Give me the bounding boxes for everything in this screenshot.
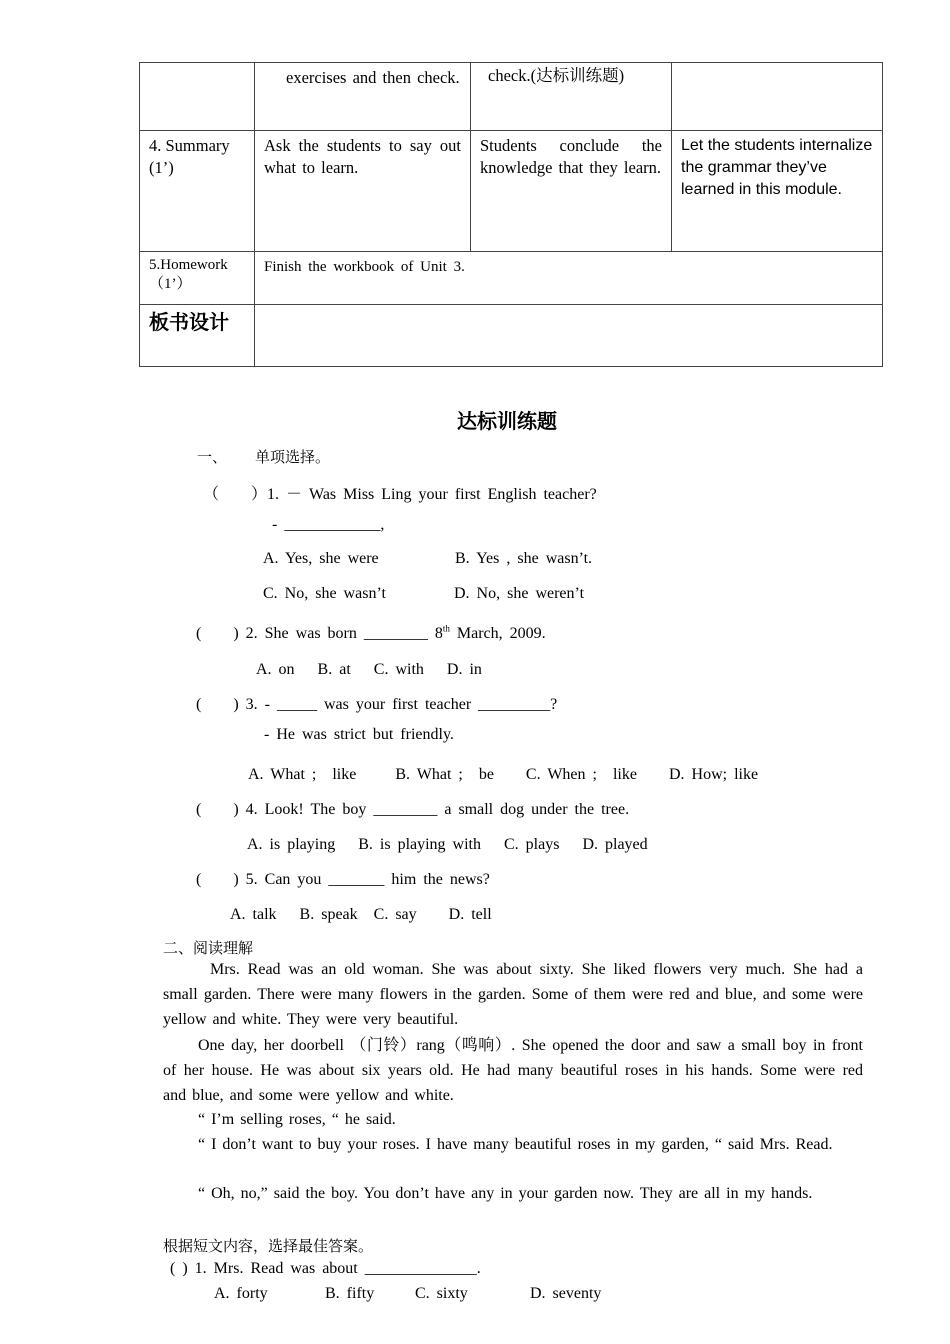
lesson-plan-table <box>139 62 883 367</box>
table-cell: Ask the students to say out what to learn. <box>255 131 471 252</box>
reading-question-1-option-a: A. forty <box>214 1285 268 1302</box>
reading-question-1-stem: ( ) 1. Mrs. Read was about ______________. <box>170 1260 481 1277</box>
reading-instruction: 根据短文内容，选择最佳答案。 <box>163 1237 374 1255</box>
section1-title: 单项选择。 <box>255 448 331 466</box>
table-cell <box>140 63 255 131</box>
question-1-option-b: B. Yes , she wasn’t. <box>455 550 593 567</box>
question-3-stem: ( ) 3. - _____ was your first teacher _________? <box>196 696 558 713</box>
table-cell: check.(达标训练题) <box>471 63 672 131</box>
question-2-stem <box>196 620 546 643</box>
passage-paragraph-2: One day, her doorbell （门铃）rang（鸣响）. She opened the door and saw a small boy in front of her house. He was about six years old. He had many beautiful roses in his hands. Some were red and blue, and some were yellow and white. <box>163 1037 863 1104</box>
question-2-options: A. on B. at C. with D. in <box>256 661 482 678</box>
table-cell: 4. Summary (1’) <box>140 131 255 252</box>
question-3-options: A. What ; like B. What ; be C. When ; like D. How; like <box>248 766 759 783</box>
question-4-options: A. is playing B. is playing with C. plays D. played <box>247 836 648 853</box>
board-design-label: 板书设计 <box>140 305 255 367</box>
table-cell: Let the students internalize the grammar they’ve learned in this module. <box>672 131 883 252</box>
reading-question-1-option-b: B. fifty <box>325 1285 375 1302</box>
passage-paragraph-1: Mrs. Read was an old woman. She was about sixty. She liked flowers very much. She had a small garden. There were many flowers in the garden. Some of them were red and blue, and some were yellow and white. They were very beautiful. <box>163 961 863 1028</box>
table-row <box>140 252 883 305</box>
table-cell <box>255 305 883 367</box>
table-cell <box>672 63 883 131</box>
passage-paragraph-4: “ I don’t want to buy your roses. I have many beautiful roses in my garden, “ said Mrs. Read. <box>198 1136 833 1153</box>
passage-paragraph-3: “ I’m selling roses, “ he said. <box>198 1111 396 1128</box>
table-row <box>140 305 883 367</box>
table-cell: 5.Homework （1’） <box>140 252 255 305</box>
table-row <box>140 63 883 131</box>
reading-question-1-option-c: C. sixty <box>415 1285 468 1302</box>
reading-question-1-option-d: D. seventy <box>530 1285 602 1302</box>
table-cell: exercises and then check. <box>255 63 471 131</box>
question-5-options: A. talk B. speak C. say D. tell <box>230 906 492 923</box>
question-2-stem-text: ( ) 2. She was born ________ 8 <box>196 625 443 642</box>
question-3-reply: - He was strict but friendly. <box>264 726 454 743</box>
question-4-stem: ( ) 4. Look! The boy ________ a small dog under the tree. <box>196 801 630 818</box>
question-1-stem: （ ）1. － Was Miss Ling your first English teacher? <box>203 486 597 503</box>
table-cell: Students conclude the knowledge that they learn. <box>471 131 672 252</box>
table-cell: Finish the workbook of Unit 3. <box>255 252 883 305</box>
question-2-stem-tail: March, 2009. <box>449 625 546 642</box>
question-1-answer-line: - ____________, <box>272 516 385 533</box>
section1-number: 一、 <box>197 448 228 466</box>
question-1-option-c: C. No, she wasn’t <box>263 585 386 602</box>
section2-title: 二、阅读理解 <box>163 939 254 957</box>
table-row <box>140 131 883 252</box>
ordinal-suffix: th <box>442 623 450 634</box>
question-5-stem: ( ) 5. Can you _______ him the news? <box>196 871 490 888</box>
question-1-option-d: D. No, she weren’t <box>454 585 585 602</box>
exercise-title: 达标训练题 <box>457 409 557 433</box>
question-1-option-a: A. Yes, she were <box>263 550 379 567</box>
passage-paragraph-5: “ Oh, no,” said the boy. You don’t have any in your garden now. They are all in my hands. <box>198 1185 813 1202</box>
